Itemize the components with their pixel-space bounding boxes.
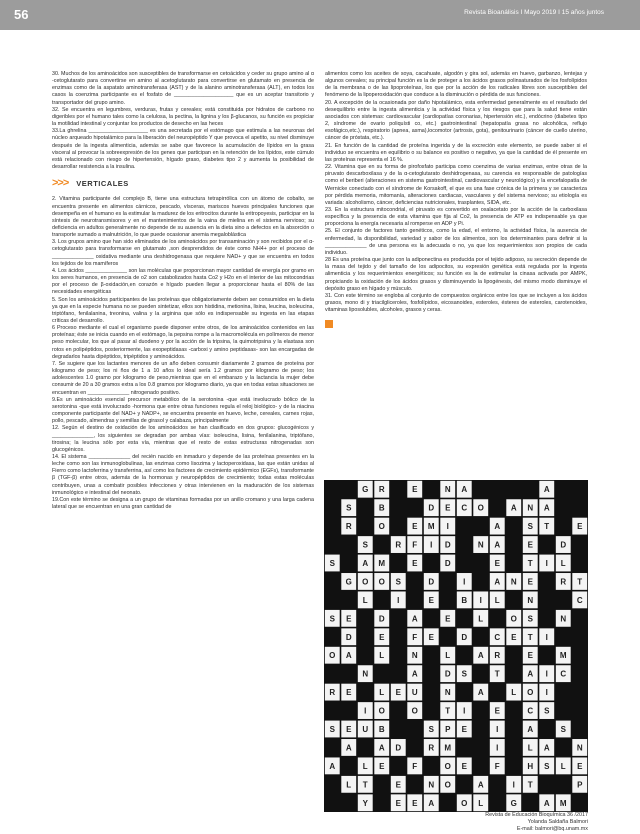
crossword-letter: F xyxy=(412,761,418,771)
right-column xyxy=(325,71,587,328)
crossword-letter: I xyxy=(496,743,499,753)
crossword-letter: E xyxy=(379,632,385,642)
crossword-letter: L xyxy=(362,595,368,605)
crossword-letter: T xyxy=(362,780,368,790)
crossword-letter: M xyxy=(427,522,435,532)
crossword-letter: A xyxy=(378,743,385,753)
clue-paragraph: 2. Vitamina participante del complejo B, tiene una estructura tetrapirrólica con un átomo de cobalto, se encuentra presente en alimentos cárnicos, pescado, vísceras, mariscos huevos principales funciones que desempeña en el humano es la estimular la madurez de los eritrocitos durante la eritropoyesis, participar en la síntesis de neurotransmisores y en el mantenimientos de la vaina de mielina en el sistema nervioso; su deficiencia en adultos generalmente no depende de su ausencia en la dieta sino a defectos en la absorción o transporte sumado a malnutrición, lo que puede ocasionar anemia megaloblástica xyxy=(52,196,314,239)
crossword-letter: E xyxy=(395,688,401,698)
clue-paragraph: 4. Los ácidos ______________ son las moléculas que proporcionan mayor cantidad de energía por gramo en los seres humanos, en presencia de o2 son catabolizados hasta Co2 y H2o en el interior de las mitocondrias por el proceso de β-oxidación,en corazón e hígado pueden llegar a proporcionar hasta el 80% de las necesidades energéticas xyxy=(52,267,314,296)
crossword-letter: M xyxy=(559,798,567,808)
crossword-letter: S xyxy=(329,559,335,568)
crossword-letter: L xyxy=(560,559,566,568)
crossword-letter: S xyxy=(527,614,533,624)
crossword-letter: I xyxy=(545,669,548,679)
crossword-letter: E xyxy=(494,559,500,568)
clue-paragraph: 19.Con este término se designa a un grupo de vitaminas formadas por un anillo cromano y una larga cadena lateral que se encuentran en una gran cantidad de xyxy=(52,496,314,511)
crossword-letter: A xyxy=(329,761,336,771)
clue-paragraph: 14. El sistema ______________ del recién nacido en inmaduro y depende de las proteínas presentes en la leche como son las inmunoglobulinas, las enzimas como lisozima y lactoperoxidasa, las que están unidas al Fierro como lactoferrina y transferrina, así como los factores de crecimiento epidérmico (EGFs), transformante β (TGF-β) entre otros, además de la hormonas y neuropéptidos de crecimiento; todas estas moléculas contribuyen, unas a combatir posibles infecciones y otras intervienen en la maduración de los sistemas inmunológico e intestinal del neonato. xyxy=(52,453,314,496)
crossword-letter: L xyxy=(362,761,368,771)
clue-paragraph: 28 Es una proteína que junto con la adiponectina es producida por el tejido adiposo, su secreción depende de la masa del tejido y del tamaño de los adipocitos, su expresión genética está regulada por la ingesta alimenticia y los requerimientos energéticos; su función es la de estimular la cinasa activada por AMPK, propiciando la oxidación de los ácidos grasos y disminuyendo la lipogénesis, del mismo modo disminuye el depósito graso en hígado y músculo. xyxy=(325,257,587,292)
crossword-grid xyxy=(324,480,588,812)
left-column xyxy=(52,71,314,511)
credits-author: Yolanda Saldaña Balmori xyxy=(527,819,588,826)
crossword-letter: S xyxy=(346,503,352,513)
crossword-letter: C xyxy=(461,503,468,513)
crossword-letter: E xyxy=(445,614,451,624)
crossword-letter: R xyxy=(560,577,567,587)
crossword-letter: A xyxy=(461,485,468,495)
crossword-letter: O xyxy=(510,614,517,624)
clue-paragraph: 25. El conjunto de factores tanto genéticos, como la edad, el entorno, la actividad física, la ausencia de enfermedad, la disponibilidad, variedad y sabor de los alimentos, son los determinantes para definir si la ______________ de una persona es la adecuada o no, ya que los requerimientos son propios de cada individuo. xyxy=(325,228,587,256)
crossword-letter: E xyxy=(412,522,418,532)
section-heading-verticales xyxy=(52,177,314,190)
crossword-letter: M xyxy=(559,651,567,661)
crossword-letter: F xyxy=(494,761,500,771)
crossword-letter: S xyxy=(544,706,550,716)
crossword-letter: G xyxy=(345,577,352,587)
crossword-letter: B xyxy=(378,503,385,513)
crossword-letter: R xyxy=(428,743,435,753)
crossword-letter: H xyxy=(527,761,534,771)
crossword-letter: A xyxy=(494,540,501,550)
crossword-letter: E xyxy=(379,761,385,771)
crossword-letter: L xyxy=(379,651,385,661)
crossword-letter: I xyxy=(463,706,466,716)
crossword-letter: Y xyxy=(362,798,368,808)
section-arrows-icon: >>> xyxy=(52,177,69,190)
crossword-letter: O xyxy=(461,798,468,808)
crossword-letter: I xyxy=(545,559,548,568)
crossword-letter: R xyxy=(395,540,402,550)
crossword-letter: D xyxy=(444,669,451,679)
crossword-letter: C xyxy=(527,706,534,716)
vertical-clues xyxy=(52,196,314,511)
crossword-letter: D xyxy=(428,503,435,513)
crossword-letter: O xyxy=(444,761,451,771)
crossword-letter: A xyxy=(543,798,550,808)
crossword-letter: D xyxy=(345,632,352,642)
crossword-letter: C xyxy=(576,595,583,605)
crossword-letter: A xyxy=(543,485,550,495)
crossword-letter: I xyxy=(397,595,400,605)
crossword-letter: A xyxy=(510,503,517,513)
clue-paragraph: 12. Según el destino de oxidación de los aminoácidos se han clasificado en dos grupos: glucogénicos y ______________, los siguientes se degradan por ambas vías: isoleucina, lisina, fenilalanina, triptófano, tirosina; la leucina sólo por esta vía, mientras que el resto de estas estructuras nitrogenadas son glucogénicos. xyxy=(52,425,314,453)
crossword-letter: E xyxy=(428,632,434,642)
crossword-letter: R xyxy=(329,688,336,698)
crossword-letter: A xyxy=(494,577,501,587)
crossword-letter: T xyxy=(494,669,500,679)
crossword-letter: N xyxy=(527,503,534,513)
crossword-letter: A xyxy=(411,669,418,679)
crossword-letter: D xyxy=(560,540,567,550)
crossword-letter: T xyxy=(544,522,550,532)
crossword-letter: S xyxy=(544,761,550,771)
crossword-letter: S xyxy=(329,614,335,624)
crossword-letter: P xyxy=(445,725,451,734)
crossword-letter: D xyxy=(428,577,435,587)
crossword-letter: A xyxy=(411,614,418,624)
crossword-letter: E xyxy=(346,725,352,734)
crossword-letter: A xyxy=(494,522,501,532)
page-header xyxy=(0,0,640,30)
section-title: VERTICALES xyxy=(76,179,129,189)
crossword-letter: E xyxy=(527,577,533,587)
clue-paragraph: 23. En la estructura mitocondrial, el piruvato es convertido en oxalacetato por la acción de la carboxilasa específica y la presencia de esta vitamina que fija al Co2, la presencia de ATP es indispensable ya que proporciona la energía necesaria al romperse en ADP y Pi. xyxy=(325,206,587,228)
clue-paragraph: 32. Se encuentra en legumbres, verduras, frutas y cereales; está constituida por hidratos de carbono no digeribles por el humano tales como la celulosa, la pectina, la lignina y los β-glucanos, su función es propiciar la motilidad intestinal y conjuntar los productos de desecho en las heces xyxy=(52,106,314,128)
crossword-letter: O xyxy=(411,706,418,716)
crossword-letter: E xyxy=(461,761,467,771)
crossword-letter: G xyxy=(510,798,517,808)
crossword-letter: N xyxy=(560,614,567,624)
crossword-letter: I xyxy=(545,688,548,698)
crossword-letter: S xyxy=(428,725,434,734)
crossword-letter: O xyxy=(378,706,385,716)
clue-paragraph: 21. En función de la cantidad de proteína ingerida y de la excreción este elemento, se puede saber si el individuo se encuentra en equilibrio o su balance es positivo o negativo, ya que la cantidad de él presente en las proteínas representa el 16 %. xyxy=(325,142,587,163)
crossword-letter: M xyxy=(444,743,452,753)
crossword-letter: M xyxy=(378,559,386,568)
crossword-letter: I xyxy=(364,706,367,716)
crossword-letter: S xyxy=(461,669,467,679)
crossword-letter: E xyxy=(577,522,583,532)
crossword-letter: A xyxy=(477,688,484,698)
crossword-letter: S xyxy=(362,540,368,550)
crossword-letter: N xyxy=(428,780,435,790)
crossword-letter: U xyxy=(411,688,418,698)
crossword-letter: B xyxy=(461,595,468,605)
crossword-letter: O xyxy=(362,577,369,587)
clue-paragraph: 7. Se sugiere que los lactantes menores de un año deben consumir diariamente 2 gramos de proteína por kilogramo de peso; los ni ños de 1 a 10 años lo ideal sería 1.2 gramos por kilogramo de peso; los adolescentes 1.0 gramo por kilogramo de peso,mientras que en el embarazo y la lactancia la mujer debe consumir de 20 a 30 gramos extra a los 0.8 gramos por kilogramo diario, ya que en todas estas situaciones se encuentran en ______________ nitrogenado positivo. xyxy=(52,360,314,396)
crossword-letter: L xyxy=(478,614,484,624)
crossword-letter: L xyxy=(445,651,451,661)
clue-paragraph: 33.La ghrelina ____________________ es una secretada por el estómago que estimula a las neuronas del núcleo arqueado hipotalámico para la liberación del neuropéptido Y que provoca el apetito, su nivel disminuye después de la ingesta alimenticia, además se sabe que favorece la acumulación de lípidos en la grasa visceral al provocar la sobreexpresión de los genes que participan en la retención de los lípidos, este cúmulo está relacionado con riesgo de hipertensión, hígado graso, diabetes tipo 2 y aumenta la posibilidad de desarrollar resistencia a la insulina. xyxy=(52,128,314,171)
crossword-letter: E xyxy=(346,688,352,698)
crossword-letter: L xyxy=(494,595,500,605)
clue-paragraph: 9.Es un aminoácido esencial precursor metabólico de la serotonina -que está involucrado bólico de la serotonina -que está involucrado -hormona que entre otras funciones regula el reloj biológico- y de la niacina componente participante del NAD+ y NADP+, se encuentra presente en huevo, leche, cereales, carnes rojas, pollo, pescado, almendras y semillas de girasol y calabaza, principalmente xyxy=(52,396,314,425)
crossword-letter: R xyxy=(378,485,385,495)
crossword-letter: U xyxy=(362,725,369,734)
crossword-letter: T xyxy=(527,559,533,568)
crossword-letter: N xyxy=(576,743,583,753)
clue-paragraph: 6 Proceso mediante el cual el organismo puede disponer entre otros, de los aminoácidos contenidos en las proteínas; éste se inicia cuando en el estómago, la pepsina rompe a la macromolécula en polímeros de menor peso molecular, los que al pasar al duodeno y por la acción de la tripsina, la quimotripsina y la elastasa son rotos en polipéptidos, posteriormente, las exopeptidasas -carboxi y amino peptidasas- son las encargadas de degradarlos hasta dipéptidos, tripéptidos y aminoácidos. xyxy=(52,325,314,360)
crossword-letter: D xyxy=(461,632,468,642)
crossword-letter: E xyxy=(494,706,500,716)
crossword-letter: F xyxy=(412,632,418,642)
crossword-letter: P xyxy=(577,780,583,790)
credits-email: E-mail: balmori@bq.unam.mx xyxy=(516,826,588,833)
clue-paragraph: 3. Los grupos amino que han sido eliminados de los aminoácidos por transaminación y son recibidos por el α-cetoglutarato para transformarse en glutamato ,son desprendidos de éste como NH4+ por el proceso de ______________ oxidativa mediante una deshidrogenasa que requiere NAD+ y que se encuentra en todos los tejidos de los mamíferos xyxy=(52,239,314,267)
crossword-letter: C xyxy=(494,632,501,642)
crossword-letter: N xyxy=(510,577,517,587)
credits-source: Revista de Educación Bioquímica 36 /2017 xyxy=(485,812,588,818)
crossword-letter: N xyxy=(411,651,418,661)
crossword-letter: E xyxy=(445,503,451,513)
crossword-letter: A xyxy=(362,559,369,568)
crossword-letter: I xyxy=(430,540,433,550)
crossword-letter: N xyxy=(444,688,451,698)
crossword-letter: R xyxy=(494,651,501,661)
crossword-letter: E xyxy=(577,761,583,771)
crossword-letter: A xyxy=(345,651,352,661)
crossword-letter: N xyxy=(527,595,534,605)
crossword-letter: A xyxy=(543,503,550,513)
crossword-letter: E xyxy=(412,485,418,495)
crossword-letter: E xyxy=(511,632,517,642)
crossword-letter: O xyxy=(378,577,385,587)
crossword-letter: D xyxy=(395,743,402,753)
crossword-letter: E xyxy=(346,614,352,624)
crossword-letter: N xyxy=(477,540,484,550)
crossword-letter: R xyxy=(345,522,352,532)
crossword-letter: L xyxy=(560,761,566,771)
crossword-letter: L xyxy=(478,798,484,808)
crossword-letter: E xyxy=(412,798,418,808)
crossword-letter: I xyxy=(446,522,449,532)
crossword-letter: O xyxy=(329,651,336,661)
crossword-letter: I xyxy=(463,577,466,587)
credits xyxy=(430,812,588,834)
clue-paragraph: 30. Muchos de los aminoácidos son susceptibles de transformarse en cetoácidos y ceder su grupo amino al α -cetoglutarato para convertirse en amino al acetoglutarato para convertirse en glutamato en presencia de enzimas como de la aspatato aminotransferasa (AST) y de la alanino aminotransferasa (ALT), en todos los casos la coenzima participante es el fosfato de ____________________ que es un aceptar transitorio y transportador del grupo amino. xyxy=(52,71,314,106)
crossword-letter: A xyxy=(345,743,352,753)
crossword-letter: L xyxy=(527,743,533,753)
crossword-letter: T xyxy=(445,706,451,716)
crossword-letter: N xyxy=(362,669,369,679)
running-head: Revista Bioanálisis I Mayo 2019 I 15 años juntos xyxy=(464,9,604,16)
crossword-letter: S xyxy=(329,725,335,734)
crossword-letter: A xyxy=(527,669,534,679)
crossword-letter: O xyxy=(527,688,534,698)
crossword-letter: S xyxy=(560,725,566,734)
crossword-letter: I xyxy=(512,780,515,790)
crossword-letter: D xyxy=(378,614,385,624)
clue-paragraph: 5. Son los aminoácidos participantes de las proteínas que obligatoriamente deben ser consumidos en la dieta ya que en la especie humana no se pueden sintetizar, ellos son histidina, metionina, lisina, leucina, isoleucina, triptófano, fenilalanina, treonina, valina y la arginina que sólo es indispensable su ingesta en las etapas críticas del desarrollo. xyxy=(52,296,314,324)
crossword-letter: A xyxy=(477,651,484,661)
crossword-letter: O xyxy=(477,503,484,513)
crossword-letter: N xyxy=(444,485,451,495)
crossword-letter: D xyxy=(444,540,451,550)
crossword-letter: S xyxy=(395,577,401,587)
crossword-letter: O xyxy=(444,780,451,790)
crossword-letter: L xyxy=(379,688,385,698)
crossword-letter: E xyxy=(527,651,533,661)
crossword-letter: F xyxy=(412,540,418,550)
horizontal-clues xyxy=(52,71,314,171)
crossword-letter: S xyxy=(527,522,533,532)
crossword-letter: T xyxy=(527,780,533,790)
right-clues xyxy=(325,71,587,314)
crossword-letter: E xyxy=(527,540,533,550)
crossword-letter: D xyxy=(444,559,451,568)
clue-paragraph: alimentos como los aceites de soya, cacahuate, algodón y gira sol, además en huevo, garbanzo, lentejas y algunos cereales; su principal función es la de proteger a los ácidos grasos polinsaturados de los fosfolípidos de la membrana o de las lipoproteínas, los que por la acción de los radicales libres son susceptibles del fenómeno de la lipoperoxidación que conduce a la disminución o pérdida de sus funciones. xyxy=(325,71,587,99)
crossword-letter: O xyxy=(378,522,385,532)
crossword-letter: L xyxy=(511,688,517,698)
end-of-article-marker xyxy=(325,320,333,328)
crossword-letter: A xyxy=(428,798,435,808)
crossword-letter: I xyxy=(479,595,482,605)
crossword-letter: I xyxy=(496,725,499,734)
crossword-letter: A xyxy=(527,725,534,734)
crossword-letter: L xyxy=(346,780,352,790)
clue-paragraph: 31. Con este término se engloba al conjunto de compuestos orgánicos entre los que se incluyen a los ácidos grasos, mono di y triacilgliceroles, fosfolípidos, eicosanoides, esteroles, ésteres de esteroles, carotenoides, vitaminas liposolubles, alcoholes, grasos y ceras. xyxy=(325,292,587,314)
crossword-letter: C xyxy=(560,669,567,679)
page-number: 56 xyxy=(14,7,29,22)
crossword-letter: A xyxy=(543,743,550,753)
crossword-letter: E xyxy=(412,559,418,568)
crossword-letter: E xyxy=(428,595,434,605)
clue-paragraph: 22. Vitamina que en su forma de pirofosfato participa como coenzima de varias enzimas, entre otras de la piruvato descarboxilasa y de la α-cetoglutarato deshidrogenasa, su carencia es responsable de patologías como el beriberi (alteraciones en sistema gastrointestinal, cardiovascular y neurológico) y la encefalopatía de Wernicke conectado con el síndrome de Korsakoff, el que es una fase crónica de la primera y se caracteriza por pérdida memoria, mitomanía, alteraciones cardiacas, vasculares y del sistema nervioso; su etiología es variada: alcoholismo, cáncer, deficiencias nutricionales, trasplantes, SIDA, etc. xyxy=(325,164,587,206)
crossword-letter: G xyxy=(362,485,369,495)
crossword-letter: I xyxy=(545,632,548,642)
crossword-letter: T xyxy=(527,632,533,642)
clue-paragraph: 20. A excepción de la ocasionada por daño hipotalámico, esta enfermedad generalmente es el resultado del desequilibrio entre la ingesta alimenticia y la actividad física y los riesgos que para la salud tiene están asociados con sistemas: cardiovascular (cardiopatías coronarias, hipertensión etc.), endócrino (diabetes tipo 2, síndrome de ovario poliquísti co, etc.) gastrointestinal (hepatopatía grasa no alcohólica, reflujo esofágico,etc.), respiratorio (apnea, asma),locomotor (artrosis, gota), genitourinario (cáncer de cuello uterino, cáncer de próstata, etc.). xyxy=(325,99,587,142)
crossword-letter: A xyxy=(477,780,484,790)
crossword-letter: E xyxy=(395,780,401,790)
crossword-letter: T xyxy=(577,577,583,587)
crossword-letter: E xyxy=(461,725,467,734)
crossword-letter: B xyxy=(378,725,385,734)
crossword-letter: E xyxy=(395,798,401,808)
